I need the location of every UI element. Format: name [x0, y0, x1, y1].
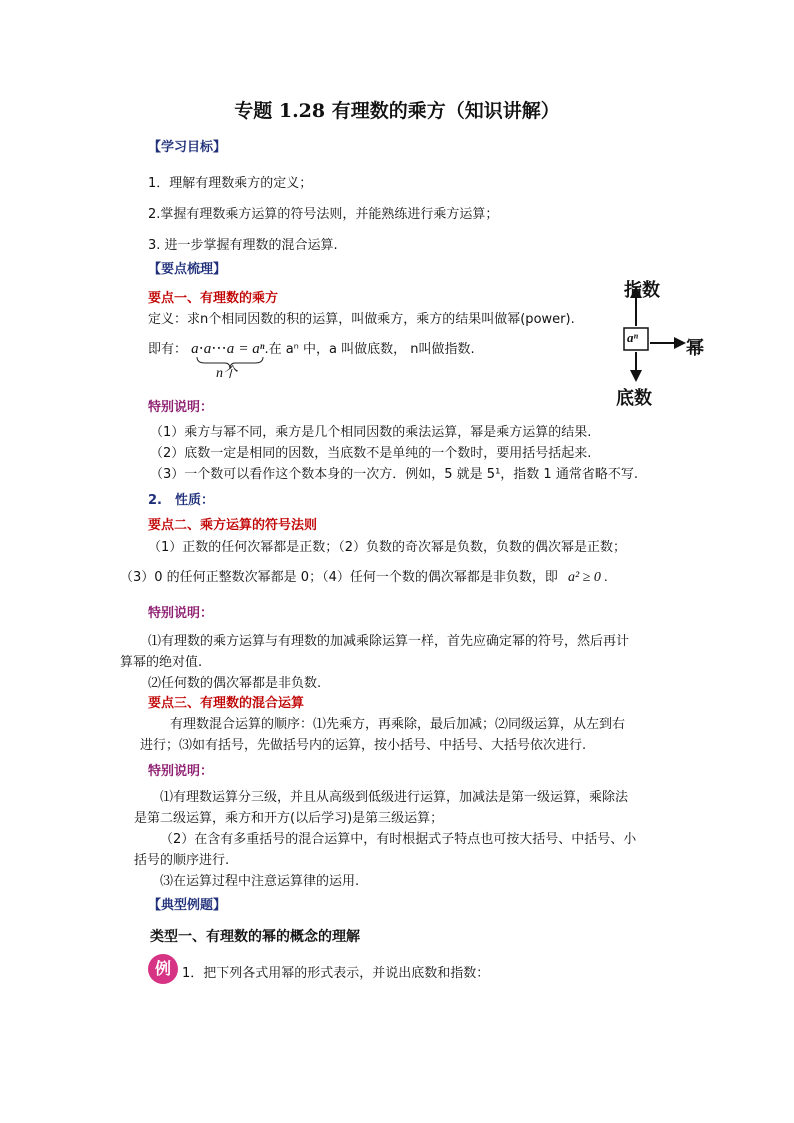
sign-rule-formula: a² ≥ 0 . — [568, 570, 608, 585]
objectives-header: 【学习目标】 — [148, 140, 227, 155]
objective-item: 1．理解有理数乘方的定义； — [148, 176, 313, 191]
objective-item: 3. 进一步掌握有理数的混合运算. — [148, 238, 338, 253]
formula-lhs: a⋅a⋅⋅⋅a — [191, 341, 235, 357]
note-item: ⑶在运算过程中注意运算律的运用. — [160, 874, 360, 889]
note-item: ⑵任何数的偶次幂都是非负数. — [148, 676, 322, 691]
diagram-power-label: 幂 — [686, 338, 704, 359]
note-header: 特别说明： — [148, 400, 214, 415]
note-item: ⑴有理数的乘方运算与有理数的加减乘除运算一样，首先应确定幂的符号，然后再计 — [148, 634, 630, 649]
point1-definition: 定义：求n个相同因数的积的运算，叫做乘方，乘方的结果叫做幂(power). — [148, 312, 575, 327]
diagram-box-label: aⁿ — [627, 330, 639, 345]
type1-heading: 类型一、有理数的幂的概念的理解 — [150, 929, 360, 945]
point1-heading: 要点一、有理数的乘方 — [148, 291, 279, 306]
note-item: （3）一个数可以看作这个数本身的一次方．例如，5 就是 5¹，指数 1 通常省略不写. — [150, 467, 638, 482]
examples-header: 【典型例题】 — [148, 898, 227, 913]
diagram-exponent-label: 指数 — [624, 280, 660, 301]
formula-eq: = aⁿ — [238, 341, 265, 357]
example-badge: 例 — [148, 954, 178, 984]
note-header: 特别说明： — [148, 606, 214, 621]
page-title: 专题 1.28 有理数的乘方（知识讲解） — [234, 100, 560, 122]
order-line: 进行；⑶如有括号，先做括号内的运算，按小括号、中括号、大括号依次进行. — [140, 738, 587, 753]
note-item: 算幂的绝对值. — [120, 655, 203, 670]
key-points-header: 【要点梳理】 — [148, 262, 227, 277]
property-heading: 2. 性质： — [148, 493, 214, 508]
note-item: （2）底数一定是相同的因数，当底数不是单纯的一个数时，要用括号括起来. — [150, 446, 592, 461]
note-item: 是第二级运算，乘方和开方(以后学习)是第三级运算； — [134, 811, 444, 826]
note-item: （2）在含有多重括号的混合运算中，有时根据式子特点也可按大括号、中括号、小 — [160, 832, 637, 847]
sign-rule-line — [120, 566, 608, 586]
diagram-base-label: 底数 — [616, 388, 652, 409]
objective-item: 2.掌握有理数乘方运算的符号法则，并能熟练进行乘方运算； — [148, 207, 499, 222]
point3-heading: 要点三、有理数的混合运算 — [148, 696, 305, 711]
under-brace-label: n个 — [216, 366, 237, 381]
note-item: 括号的顺序进行. — [134, 853, 230, 868]
order-line: 有理数混合运算的顺序：⑴先乘方，再乘除，最后加减；⑵同级运算，从左到右 — [170, 717, 626, 732]
formula-prefix: 即有： — [148, 342, 188, 357]
note-item: ⑴有理数运算分三级，并且从高级到低级进行运算，加减法是第一级运算，乘除法 — [160, 790, 629, 805]
sign-rule-text: （3）0 的任何正整数次幂都是 0；（4）任何一个数的偶次幂都是非负数，即 — [120, 570, 558, 585]
sign-rule-line: （1）正数的任何次幂都是正数；（2）负数的奇次幂是负数，负数的偶次幂是正数； — [148, 540, 627, 555]
note-header: 特别说明： — [148, 764, 214, 779]
formula-suffix: .在 aⁿ 中，a 叫做底数， n叫做指数. — [264, 342, 475, 357]
note-item: （1）乘方与幂不同，乘方是几个相同因数的乘法运算，幂是乘方运算的结果. — [150, 425, 592, 440]
example-problem: 1．把下列各式用幂的形式表示，并说出底数和指数： — [182, 966, 490, 981]
point2-heading: 要点二、乘方运算的符号法则 — [148, 518, 318, 533]
